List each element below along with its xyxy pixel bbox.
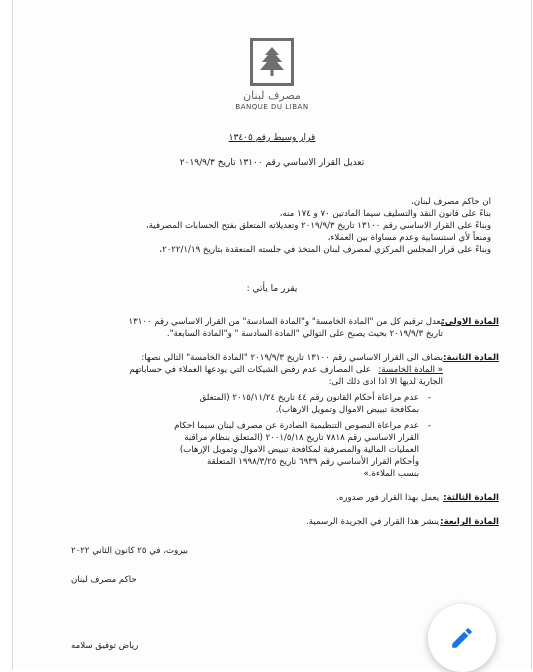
bullet-line: عدم مراعاة النصوص التنظيمية الصادرة عن مصرف لبنان سيما احكام	[174, 421, 419, 431]
decision-subtitle: تعديل القرار الاساسي رقم ١٣١٠٠ تاريخ ٢٠١٩/٩/٣	[179, 158, 365, 168]
preamble-line: وبناءً على القرار الاساسي رقم ١٣١٠٠ تاريخ ٢٠١٩/٩/٣ وتعديلاته المتعلق بفتح الحسابات المصرفية،	[145, 221, 491, 231]
pencil-icon	[449, 625, 475, 651]
preamble-line: ان حاكم مصرف لبنان،	[411, 197, 491, 207]
document-page	[12, 0, 532, 669]
bullet-line: عدم مراعاة أحكام القانون رقم ٤٤ تاريخ ٢٠١٥/١١/٢٤ (المتعلق	[199, 393, 419, 403]
bullet-line: بمكافحة تبييض الاموال وتمويل الارهاب).	[275, 405, 419, 415]
preamble-line: بناءً على قانون النقد والتسليف سيما المادتين ٧٠ و ١٧٤ منه،	[279, 209, 491, 219]
article2-label: المادة الثانية:	[443, 353, 499, 363]
bank-logo	[13, 38, 531, 111]
article2-intro: يضاف الى القرار الاساسي رقم ١٣١٠٠ تاريخ ٢٠١٩/٩/٣ "المادة الخامسة" التالي نصها:	[141, 353, 443, 363]
article1-line: تاريخ ٢٠١٩/٩/٣ بحيث يصبح على التوالي "المادة السادسة " و"المادة السابعة".	[166, 329, 443, 339]
article4-label: المادة الرابعة:	[440, 517, 499, 527]
article4-text: ينشر هذا القرار في الجريدة الرسمية.	[306, 517, 439, 527]
edit-button[interactable]	[428, 604, 496, 672]
preamble-line: وبناءً على قرار المجلس المركزي لمصرف لبنان المتخذ في جلسته المنعقدة بتاريخ ٢٠٢٢/١/١٩،	[159, 245, 491, 255]
article5-line: على المصارف عدم رفض الشيكات التي يودعها العملاء في حساباتهم	[129, 365, 371, 375]
cedar-icon	[250, 38, 294, 86]
decision-title: قرار وسيط رقم ١٣٤٠٥	[228, 133, 316, 143]
article3-text: يعمل بهذا القرار فور صدوره.	[336, 493, 439, 503]
bullet-marker: -	[427, 421, 431, 431]
bullet-line: العمليات المالية والمصرفية لمكافحة تبييض الاموال وتمويل الإرهاب)	[179, 445, 419, 455]
article1-label: المادة الاولى:	[441, 317, 499, 327]
decides-heading: يقرر ما يأتي :	[246, 284, 298, 294]
bank-name-english: BANQUE DU LIBAN	[235, 103, 309, 111]
preamble-line: ومنعاً لأي استنسابية وعدم مساواة بين العملاء،	[327, 233, 491, 243]
article5-label: « المادة الخامسة:	[378, 365, 443, 375]
article1-line: يعدل ترقيم كل من "المادة الخامسة" و"المادة السادسة" من القرار الاساسي رقم ١٣١٠٠	[128, 317, 443, 327]
bullet-line: وأحكام القرار الأساسي رقم ٦٩٣٩ تاريخ ١٩٩٨/٣/٢٥ المتعلقة	[207, 457, 419, 467]
signature-name: رياض توفيق سلامه	[71, 641, 139, 651]
article3-label: المادة الثالثة:	[443, 493, 499, 503]
signature-title: حاكم مصرف لبنان	[71, 575, 137, 585]
bank-name-arabic: مصرف لبنان	[243, 89, 301, 102]
article5-line: الجارية لديها الا اذا ادى ذلك الى:	[328, 377, 443, 387]
bullet-line: بنسب الملاءة.»	[363, 469, 419, 479]
bullet-marker: -	[427, 393, 431, 403]
date-line: بيروت، في ٢٥ كانون الثاني ٢٠٢٢	[71, 546, 189, 556]
bullet-line: القرار الاساسي رقم ٧٨١٨ تاريخ ٢٠٠١/٥/١٨ (المتعلق بنظام مراقبة	[184, 433, 419, 443]
